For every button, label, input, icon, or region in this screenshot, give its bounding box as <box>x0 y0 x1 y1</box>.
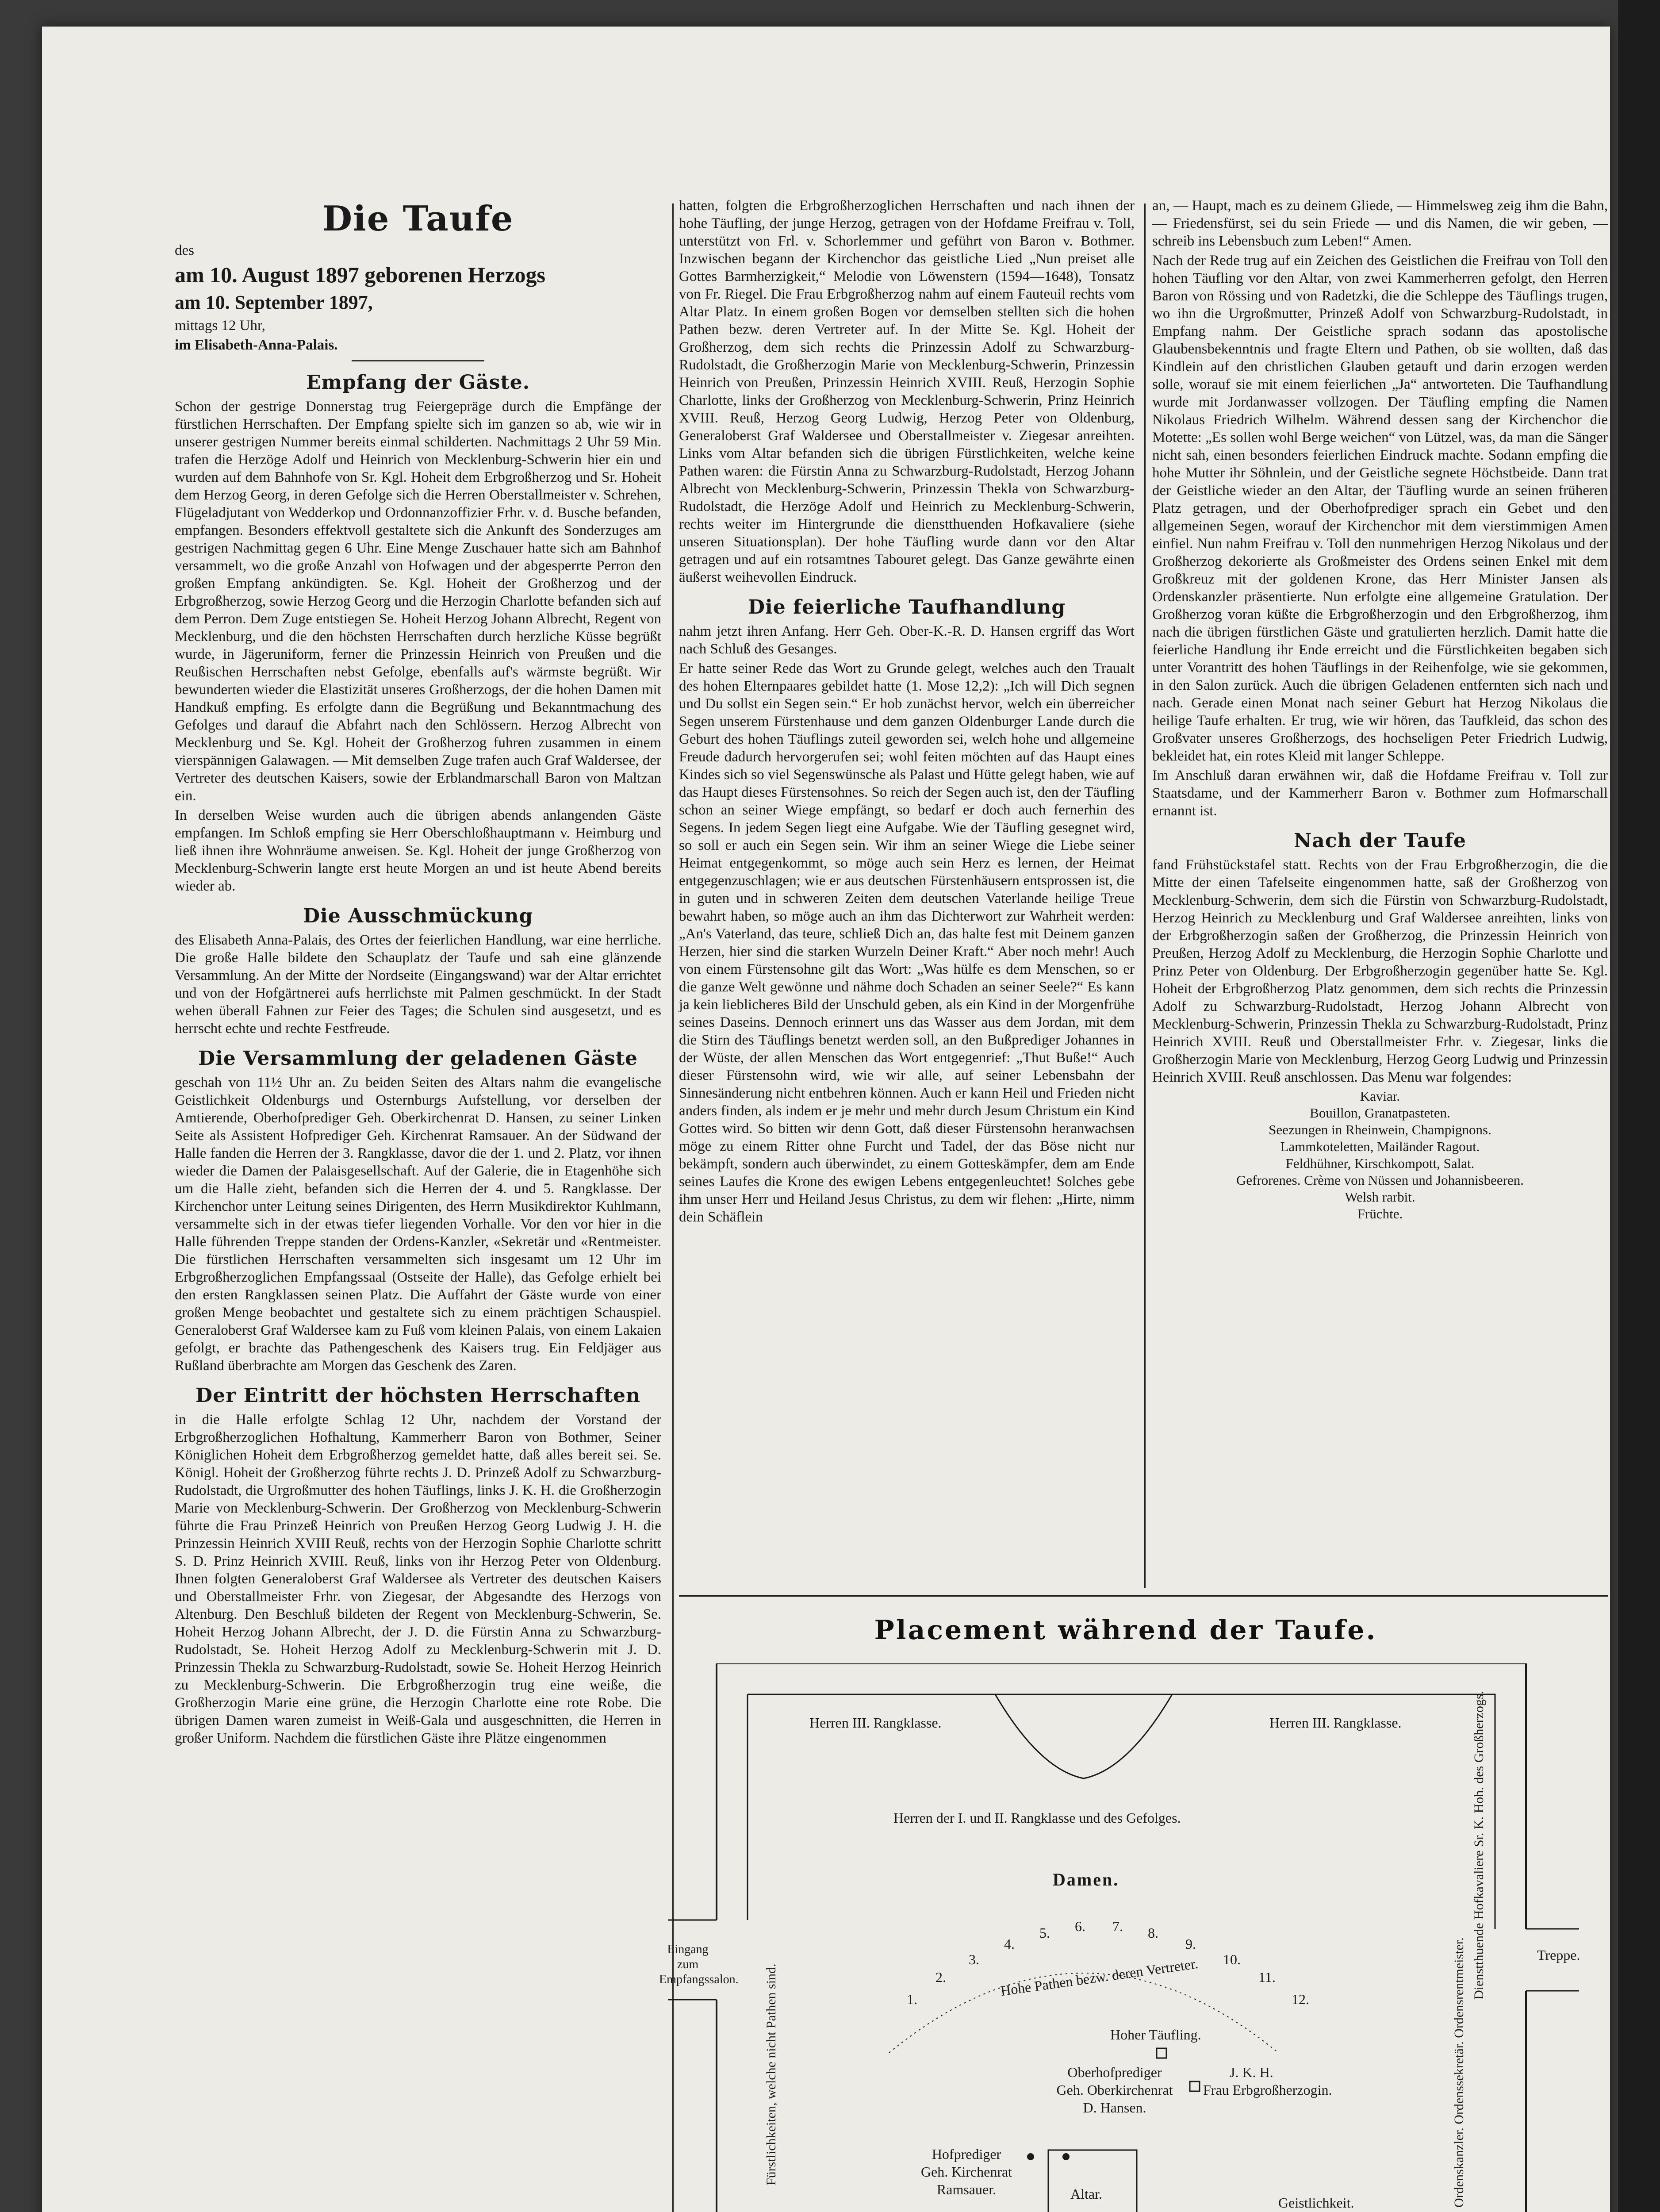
arc-number: 1. <box>907 1991 917 2007</box>
menu-item: Feldhühner, Kirschkompott, Salat. <box>1285 1156 1475 1171</box>
paragraph: hatten, folgten die Erbgroßherzoglichen Herrschaften und nach ihnen der hohe Täufling, der junge Herzog, getragen von der Hofdame Freifrau v. Toll, unterstützt von Frl. v. Schorlemmer und geführt von Baron v. Bothmer. Inzwischen begann der Kirchenchor das geistliche Lied „Nun preiset alle Gottes Barmherzigkeit,“ Melodie von Löwenstern (1594—1648), Tonsatz von Fr. Riegel. Die Frau Erbgroßherzog nahm auf einem Fauteuil rechts vom Altar Platz. In einem großen Bogen vor demselben stellten sich die hohen Pathen bezw. deren Vertreter auf. In der Mitte Se. Kgl. Hoheit der Großherzog, dem sich rechts die Prinzessin Adolf zu Schwarzburg-Rudolstadt, die Großherzogin Marie von Mecklenburg-Schwerin, Prinzessin Heinrich von Preußen, Prinzessin Heinrich XVIII. Reuß, Herzogin Sophie Charlotte, links der Großherzog von Mecklenburg-Schwerin, Prinz Heinrich XVIII. Reuß, Herzog Georg Ludwig, Herzog Peter von Oldenburg, Generaloberst Graf Waldersee und Oberstallmeister v. Ziegesar anreihten. Links vom Altar befanden sich die übrigen Fürstlichkeiten, welche keine Pathen waren: die Fürstin Anna zu Schwarzburg-Rudolstadt, Herzog Johann Albrecht von Mecklenburg-Schwerin, Prinzessin Thekla von Schwarzburg-Rudolstadt, die Herzöge Adolf und Heinrich zu Mecklenburg-Schwerin, rechts weiter im Hintergrunde die dienstthuenden Hofkavaliere (siehe unseren Situationsplan). Der hohe Täufling wurde dann vor den Altar getragen und auf ein rotsamtnes Tabouret gelegt. Das Ganze gewährte einen äußerst weihevollen Eindruck. <box>679 198 1135 585</box>
section-heading-taufhandlung: Die feierliche Taufhandlung <box>748 596 1066 618</box>
section-heading-nach-der-taufe: Nach der Taufe <box>1293 830 1467 852</box>
paragraph: an, — Haupt, mach es zu deinem Gliede, — Himmelsweg zeig ihm die Bahn, — Friedensfürst, sei du sein Friede — und dis Namen, die wir geben, — schreib ins Lebensbuch zum Leben!“ Amen. <box>1152 198 1608 249</box>
arc-number: 5. <box>1039 1925 1050 1941</box>
label-ordenskanzler: Ordenskanzler. Ordenssekretär. Ordensrentmeister. <box>1452 1937 1466 2208</box>
section-heading-empfang: Empfang der Gäste. <box>306 371 530 394</box>
paragraph: des Elisabeth Anna-Palais, des Ortes der feierlichen Handlung, war eine herrliche. Die große Halle bildete den Schauplatz der Taufe und sah eine glänzende Versammlung. An der Mitte der Nordseite (Eingangswand) war der Altar errichtet und von der Hofgärtnerei aufs herrlichste mit Palmen geschmückt. In der Stadt wehen überall Fahnen zur Feier des Tages; die Schulen sind ausgesetzt, und es herrscht echte und rechte Festfreude. <box>175 932 661 1037</box>
label-ramsauer: Ramsauer. <box>936 2181 997 2197</box>
section-heading-eintritt: Der Eintritt der höchsten Herrschaften <box>195 1384 641 1407</box>
erbgross-marker <box>1190 2081 1200 2091</box>
article-date: am 10. September 1897, <box>175 292 373 313</box>
newspaper-page <box>42 27 1610 2212</box>
column-1 <box>175 195 661 1749</box>
arc-number: 9. <box>1185 1936 1196 1952</box>
arc-number: 6. <box>1075 1918 1085 1934</box>
hall-wall-top <box>717 1663 1526 1929</box>
label-jkh: J. K. H. <box>1230 2064 1273 2080</box>
menu-item: Früchte. <box>1357 1206 1403 1221</box>
section-heading-versammlung: Die Versammlung der geladenen Gäste <box>198 1047 638 1070</box>
paragraph: Schon der gestrige Donnerstag trug Feiergepräge durch die Empfänge der fürstlichen Herrschaften. Der Empfang spielte sich im ganzen so ab, wie wir in unserer gestrigen Nummer bereits einmal schilderten. Nachmittags 2 Uhr 59 Min. trafen die Herzöge Adolf und Heinrich von Mecklenburg-Schwerin hier ein und wurden auf dem Bahnhofe von Sr. Kgl. Hoheit dem Erbgroßherzog und Sr. Hoheit dem Herzog Georg, in deren Gefolge sich die Herren Oberstallmeister v. Schrehen, Flügeladjutant von Wedderkop und Ordonnanzoffizier Frhr. v. d. Busche befanden, empfangen. Besonders effektvoll gestaltete sich die Ankunft des Sonderzuges am gestrigen Nachmittag gegen 6 Uhr. Eine Menge Zuschauer hatte sich am Bahnhof versammelt, wo die große Anzahl von Hofwagen und der abgesperrte Perron den großen Empfang ankündigten. Se. Kgl. Hoheit der Großherzog und der Erbgroßherzog, sowie Herzog Georg und die Herzogin Charlotte befanden sich auf dem Perron. Dem Zuge entstiegen Se. Hoheit Herzog Johann Albrecht, Regent von Mecklenburg, und die den höchsten Herrschaften durch herzliche Küsse begrüßt wurde, in Jägeruniform, ferner die Prinzessin Heinrich von Preußen und die Reußischen Herrschaften nebst Gefolge, ebenfalls auf's wärmste begrüßt. Wir bewunderten wieder die Elastizität unseres Großherzogs, der die hohen Damen mit Handkuß empfing. Es erfolgte dann die Begrüßung und Bekanntmachung des Gefolges und darauf die Abfahrt nach den Schlössern. Herzog Albrecht von Mecklenburg und Se. Kgl. Hoheit der Großherzog fuhren zusammen in einem vierspännigen Galawagen. — Mit demselben Zuge trafen auch Graf Waldersee, der Vertreter des deutschen Kaisers, sowie der Erblandmarschall Baron von Maltzan ein. <box>175 399 661 804</box>
apse <box>995 1694 1172 1778</box>
column-rule <box>1144 204 1146 1588</box>
article-place: im Elisabeth-Anna-Palais. <box>175 337 338 353</box>
paragraph: geschah von 11½ Uhr an. Zu beiden Seiten des Altars nahm die evangelische Geistlichkeit Oldenburgs und Osternburgs Aufstellung, vor derselben der Amtierende, Oberhofprediger Geh. Oberkirchenrat D. Hansen, zu seiner Linken Seite als Assistent Hofprediger Geh. Kirchenrat Ramsauer. An der Südwand der Halle fanden die Herren der 3. Rangklasse, davor die der 1. und 2. Platz, vor ihnen wieder die Damen der Palaisgesellschaft. Auf der Galerie, die in Etagenhöhe sich um die Halle zieht, befanden sich die Herren der 4. und 5. Rangklasse. Der Kirchenchor unter Leitung seines Dirigenten, des Herrn Musikdirektor Kuhlmann, versammelte sich in der etwas tiefer liegenden Vorhalle. Vor den vor hier in die Halle führenden Treppe standen der Ordens-Kanzler, «Sekretär und «Rentmeister. Die fürstlichen Herrschaften versammelten sich insgesamt um 12 Uhr im Erbgroßherzoglichen Empfangssaal (Ostseite der Halle), das Gefolge erhielt bei den ersten Rangklassen seinen Platz. Die Auffahrt der Gäste wurde von einer großen Menge beobachtet und gestaltete sich zu einem prächtigen Schauspiel. Generaloberst Graf Waldersee kam zu Fuß vom kleinen Palais, von einem Lakaien gefolgt, er brachte das Pathengeschenk des Kaisers trug. Ein Feldjäger aus Rußland überbrachte am Morgen das Geschenk des Zaren. <box>175 1075 661 1374</box>
section-rule <box>679 1595 1608 1597</box>
label-hohe-pathen: Hohe Pathen bezw. deren Vertreter. <box>999 1955 1199 1999</box>
article-title: Die Taufe <box>322 199 514 239</box>
arc-number: 4. <box>1004 1936 1015 1952</box>
paragraph: Im Anschluß daran erwähnen wir, daß die Hofdame Freifrau v. Toll zur Staatsdame, und der Kammerherr Baron v. Bothmer zum Hofmarschall ernannt ist. <box>1152 768 1608 819</box>
paragraph: In derselben Weise wurden auch die übrigen abends anlangenden Gäste empfangen. Im Schloß empfing sie Herr Oberschloßhauptmann v. Heimburg und ließ ihnen ihre Wohnräume anweisen. Se. Kgl. Hoheit der junge Großherzog von Mecklenburg-Schwerin langte erst heute Morgen an und ist heute Abend bereits wieder ab. <box>175 807 661 894</box>
arc-number: 11. <box>1258 1969 1276 1985</box>
label-altar: Altar. <box>1070 2186 1102 2202</box>
menu-item: Seezungen in Rheinwein, Champignons. <box>1269 1122 1491 1137</box>
title-des: des <box>175 242 194 258</box>
menu-item: Welsh rarbit. <box>1345 1189 1415 1205</box>
label-hofprediger: Hofprediger <box>932 2146 1001 2162</box>
altar-box <box>1048 2150 1137 2212</box>
label-hoher-taeufling: Hoher Täufling. <box>1110 2027 1201 2043</box>
label-herren-iii-right: Herren III. Rangklasse. <box>1269 1715 1402 1731</box>
paragraph: in die Halle erfolgte Schlag 12 Uhr, nachdem der Vorstand der Erbgroßherzoglichen Hofhaltung, Kammerherr Baron von Bothmer, Seiner Königlichen Hoheit dem Erbgroßherzog gemeldet hatte, daß alles bereit sei. Se. Königl. Hoheit der Großherzog führte rechts J. D. Prinzeß Adolf zu Schwarzburg-Rudolstadt, die Urgroßmutter des hohen Täuflings, links J. K. H. die Großherzogin Marie von Mecklenburg-Schwerin. Der Großherzog von Mecklenburg-Schwerin führte die Frau Prinzeß Heinrich von Preußen Herzog Georg Ludwig J. H. die Prinzessin Heinrich XVIII Reuß, rechts von der Herzogin Sophie Charlotte schritt S. D. Prinz Heinrich XVIII. Reuß, links von ihr Herzog Peter von Oldenburg. Ihnen folgten Generaloberst Graf Waldersee als Vertreter des deutschen Kaisers und Oberstallmeister Frhr. von Ziegesar, der Abgesandte des Herzogs von Altenburg. Den Beschluß bildeten der Regent von Mecklenburg-Schwerin, Se. Hoheit Herzog Johann Albrecht, der J. D. die Fürstin Anna zu Schwarzburg-Rudolstadt, Se. Hoheit Herzog Adolf zu Mecklenburg-Schwerin mit J. D. Prinzessin Thekla zu Schwarzburg-Rudolstadt, sowie Se. Hoheit Herzog Heinrich zu Mecklenburg-Schwerin. Die Erbgroßherzogin trug eine weiße, die Großherzogin Marie eine grüne, die Herzogin Charlotte eine rote Robe. Die übrigen Damen waren zumeist in Weiß-Gala und ausgeschnitten, die Herren in großer Uniform. Nachdem die fürstlichen Gäste ihre Plätze eingenommen <box>175 1412 661 1746</box>
arc-number: 8. <box>1148 1925 1158 1941</box>
diagram-title: Placement während der Taufe. <box>874 1615 1377 1646</box>
label-treppe: Treppe. <box>1537 1947 1580 1963</box>
scan-edge <box>1618 0 1660 2212</box>
article-subtitle: am 10. August 1897 geborenen Herzogs <box>175 262 545 287</box>
placement-diagram <box>659 1663 1588 2212</box>
menu-item: Lammkoteletten, Mailänder Ragout. <box>1280 1139 1480 1154</box>
label-frau-erbgrossherzogin: Frau Erbgroßherzogin. <box>1203 2082 1332 2098</box>
taeufling-marker <box>1157 2048 1166 2058</box>
menu-item: Bouillon, Granatpasteten. <box>1310 1105 1450 1121</box>
label-hofkavaliere: Dienstthuende Hofkavaliere Sr. K. Hoh. des Großherzogs. <box>1472 1690 1486 2000</box>
arc-number: 12. <box>1292 1991 1309 2007</box>
label-oberhofprediger-title: Geh. Oberkirchenrat <box>1056 2082 1173 2098</box>
menu-list <box>1152 1088 1608 1222</box>
label-oberhofprediger: Oberhofprediger <box>1067 2064 1162 2080</box>
label-fuerstlichkeiten: Fürstlichkeiten, welche nicht Pathen sind. <box>764 1963 778 2185</box>
article-time: mittags 12 Uhr, <box>175 318 265 334</box>
paragraph: fand Frühstückstafel statt. Rechts von der Frau Erbgroßherzogin, die die Mitte der einen Tafelseite eingenommen hatte, saß der Großherzog von Mecklenburg-Schwerin, dem sich die Fürstin von Schwarzburg-Rudolstadt, Herzog Heinrich zu Mecklenburg und Graf Waldersee anreihten, links von der Erbgroßherzogin saßen der Großherzog, die Prinzessin Heinrich von Preußen, Herzog Adolf zu Mecklenburg, die Herzogin Sophie Charlotte und Prinz Peter von Oldenburg. Der Erbgroßherzogin gegenüber hatte Se. Kgl. Hoheit der Erbgroßherzog Platz genommen, dem sich rechts die Prinzessin Adolf zu Schwarzburg-Rudolstadt, Herzog Johann Albrecht von Mecklenburg-Schwerin, Prinzessin Thekla zu Schwarzburg-Rudolstadt, Prinz Heinrich XVIII. Reuß und Oberstallmeister Frhr. v. Ziegesar, links die Großherzogin Marie von Mecklenburg, Herzog Georg Ludwig und Prinzessin Heinrich XVIII. Reuß anschlossen. Das Menu war folgendes: <box>1152 857 1608 1085</box>
hansen-marker <box>1062 2153 1070 2160</box>
section-heading-ausschmueckung: Die Ausschmückung <box>303 905 533 927</box>
arc-number: 10. <box>1223 1951 1241 1967</box>
column-3 <box>1152 197 1608 1222</box>
label-eingang-empfangssalon: Eingang zum Empfangssalon. <box>659 1943 739 1986</box>
label-herren-i-ii: Herren der I. und II. Rangklasse und des Gefolges. <box>893 1810 1181 1826</box>
paragraph: nahm jetzt ihren Anfang. Herr Geh. Ober-K.-R. D. Hansen ergriff das Wort nach Schluß des Gesanges. <box>679 623 1135 657</box>
label-herren-iii-left: Herren III. Rangklasse. <box>809 1715 942 1731</box>
label-hofprediger-title: Geh. Kirchenrat <box>920 2164 1012 2180</box>
column-2 <box>679 197 1135 1228</box>
menu-item: Kaviar. <box>1360 1088 1400 1104</box>
paragraph: Er hatte seiner Rede das Wort zu Grunde gelegt, welches auch den Traualt des hohen Elternpaares gebildet hatte (1. Mose 12,2): „Ich will Dich segnen und Du sollst ein Segen sein.“ Er hob zunächst hervor, welch ein überreicher Segen unserem Fürstenhause und dem ganzen Oldenburger Lande durch die Geburt des hohen Täuflings zuteil geworden sei, welch hohe und allgemeine Freude dadurch hervorgerufen sei; wohl feiten möchten auf das Haupt eines Kindes sich so viel Segenswünsche als Palast und Hütte gelegt haben, wie auf das Haupt dieses Fürstensohnes. So reich der Segen auch ist, den der Täufling schon an seiner Wiege empfängt, so bedarf er doch auch fernerhin des Segens. In jedem Segen liegt eine Aufgabe. Wie der Täufling gesegnet wird, so soll er auch ein Segen sein. Wir ihm an seiner Wiege die Liebe seiner Heimat entgegenkommt, so möge auch sein Herz es lernen, der Heimat entgegenzuschlagen; wie er aus deutschen Fürstenhäusern entsprossen ist, die in guten und in schweren Zeiten dem deutschen Vaterlande heilige Treue bewahrt haben, so möge auch an ihm das Dichterwort zur Wahrheit werden: „An's Vaterland, das teure, schließ Dich an, das halte fest mit Deinem ganzen Herzen, hier sind die starken Wurzeln Deiner Kraft.“ Aber noch mehr! Auch von einem Fürstensohne gilt das Wort: „Was hülfe es dem Menschen, so er die ganze Welt gewönne und nähme doch Schaden an seiner Seele?“ Es kann ja kein lieblicheres Bild der Unschuld geben, als ein Kind in der Morgenfrühe seines Daseins. Dennoch erinnert uns das Wasser aus dem Jordan, mit dem die Stirn des Täuflings benetzt werden soll, an den Bußprediger Johannes in der Wüste, der allen Menschen das Wort entgegenrief: „Thut Buße!“ Auch dieser Fürstensohn wird, wie wir alle, auf seiner Lebensbahn der Sinnesänderung nicht entbehren können. Auch er kann Heil und Frieden nicht anders finden, als indem er je mehr und mehr durch Jesum Christum ein Kind Gottes wird. So bitten wir denn Gott, daß dieser Fürstensohn heranwachsen möge zu einem Ritter ohne Furcht und Tadel, der das Böse nicht nur bekämpft, sondern auch überwindet, zu einem Gotteskämpfer, dem am Ende seines Laufes die Krone des ewigen Lebens entgegenleuchtet! Solches gebe ihm unser Herr und Heiland Jesus Christus, zu dem wir flehen: „Hirte, nimm dein Schäflein <box>679 661 1135 1225</box>
paragraph: Nach der Rede trug auf ein Zeichen des Geistlichen die Freifrau von Toll den hohen Täufling vor den Altar, von zwei Kammerherren gefolgt, den Herren Baron von Rössing und von Radetzki, die die Schleppe des Täuflings trugen, wo ihn die Urgroßmutter, Prinzeß Adolf von Schwarzburg-Rudolstadt, in Empfang nahm. Der Geistliche sprach sodann das apostolische Glaubensbekenntnis und fragte Eltern und Pathen, ob sie wollten, daß das Kindlein auf den christlichen Glauben getauft und darin erzogen werden solle, worauf sie mit einem feierlichen „Ja“ antworteten. Die Taufhandlung wurde mit Jordanwasser vollzogen. Der Täufling empfing die Namen Nikolaus Friedrich Wilhelm. Während dessen sang der Kirchenchor die Motette: „Es sollen wohl Berge weichen“ von Lützel, was, da man die Sänger nicht sah, einen besonders feierlichen Eindruck machte. Sodann empfing die hohe Mutter ihr Söhnlein, und der Geistliche segnete Höchstbeide. Dann trat der Geistliche wieder an den Altar, der Täufling wurde an seinen früheren Platz getragen, und der Oberhofprediger sprach ein Gebet und den allgemeinen Segen, worauf der Kirchenchor mit dem vierstimmigen Amen einfiel. Nun nahm Freifrau v. Toll den nunmehrigen Herzog Nikolaus und der Großherzog dekorierte als Großmeister des Ordens seinen Enkel mit dem Großkreuz mit der goldenen Krone, das Herr Minister Jansen als Ordenskanzler präsentierte. Nun erfolgte eine allgemeine Gratulation. Der Großherzog voran küßte die Erbgroßherzogin und den Erbgroßherzog, ihm nach die übrigen fürstlichen Gäste und gratulierten herzlich. Damit hatte die feierliche Handlung ihr Ende erreicht und die Fürstlichkeiten begaben sich unter Vorantritt des hohen Täuflings in der Reihenfolge, wie sie gekommen, in den Salon zurück. Auch die übrigen Geladenen entfernten sich nach und nach. Gerade einen Monat nach seiner Geburt hat Herzog Nikolaus die heilige Taufe erhalten. Er trug, wie wir hören, das Taufkleid, das schon des Großvater unseres Großherzogs, des hochseligen Peter Friedrich Ludwig, bekleidet hat, ein rotes Kleid mit langer Schleppe. <box>1152 253 1608 764</box>
arc-number: 7. <box>1112 1918 1123 1934</box>
label-geistlichkeit: Geistlichkeit. <box>1278 2195 1354 2211</box>
arc-number: 2. <box>935 1969 946 1985</box>
floor-plan <box>659 1663 1588 2212</box>
ramsauer-marker <box>1027 2153 1034 2160</box>
title-divider <box>352 360 484 361</box>
menu-item: Gefrorenes. Crème von Nüssen und Johannisbeeren. <box>1236 1172 1524 1188</box>
arc-number: 3. <box>969 1951 979 1967</box>
label-hansen: D. Hansen. <box>1083 2100 1146 2116</box>
label-damen: Damen. <box>1053 1870 1119 1889</box>
